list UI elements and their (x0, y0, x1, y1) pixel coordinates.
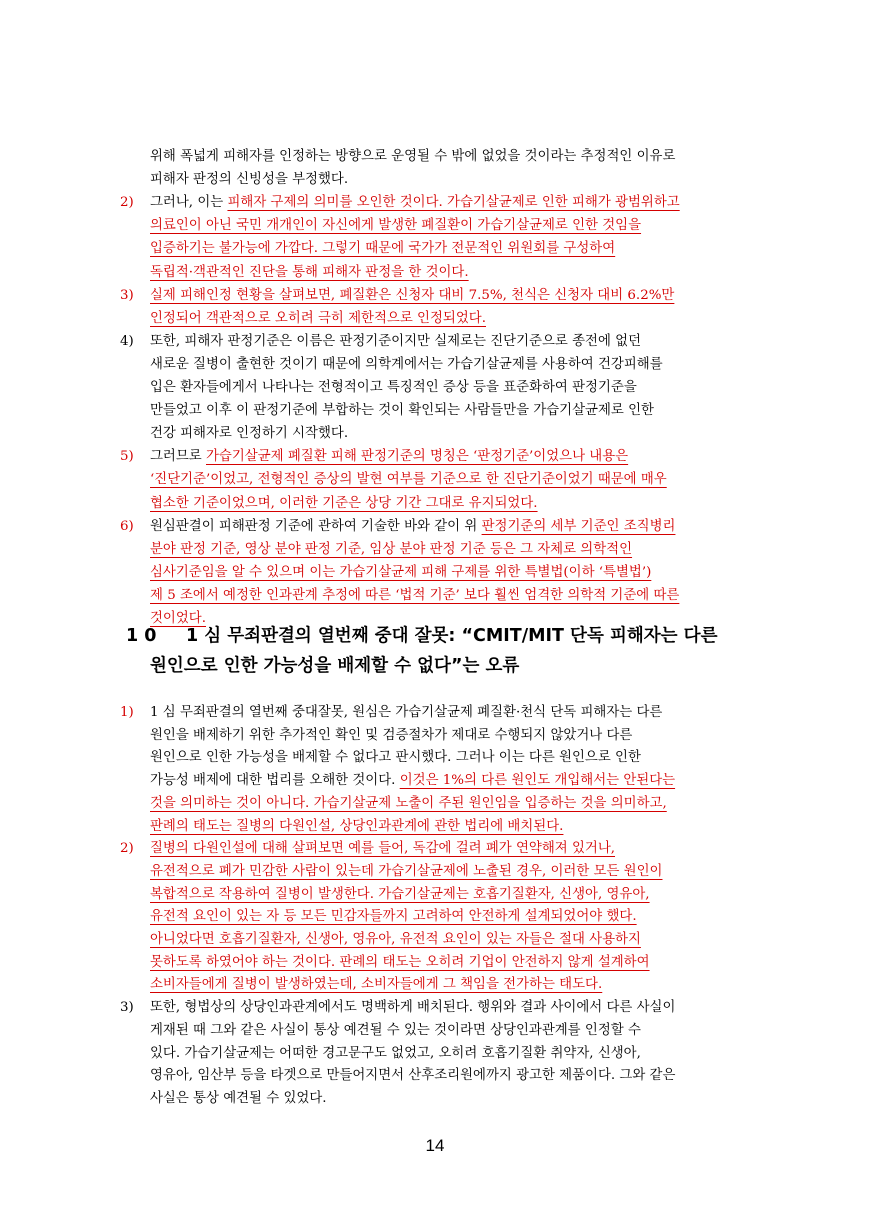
text-line (150, 242, 615, 255)
text-line (150, 797, 667, 810)
text-segment: 또한, 형법상의 상당인과관계에서도 명백하게 배치된다. 행위와 결과 사이에서 다른 사실이 (150, 1000, 676, 1016)
text-line (150, 312, 486, 325)
emphasized-text: 소비자들에게 질병이 발생하였는데, 소비자들에게 그 책임을 전가하는 태도다. (150, 977, 603, 993)
list-number: 1) (120, 705, 134, 720)
text-line (150, 473, 667, 486)
text-line (150, 706, 662, 719)
text-line (150, 450, 628, 463)
heading-number: 1 0 (126, 626, 157, 646)
emphasized-text: 실제 피해인정 현황을 살펴보면, 폐질환은 신청자 대비 7.5%, 천식은 신청자 대비 6.2%만 (150, 287, 675, 303)
text-segment: 입은 환자들에게서 나타나는 전형적이고 특징적인 증상 등을 표준화하여 판정기준을 (150, 380, 637, 395)
text-line (150, 589, 679, 602)
text-line (150, 978, 602, 991)
text-line (150, 520, 675, 533)
text-line (150, 888, 650, 901)
emphasized-text: 독립적·객관적인 진단을 통해 피해자 판정을 한 것이다. (150, 264, 469, 280)
emphasized-text: 못하도록 하였어야 하는 것이다. 판례의 태도는 오히려 기업이 안전하지 않게 설계하여 (150, 954, 650, 970)
text-line (150, 173, 348, 186)
list-number: 6) (120, 518, 134, 534)
emphasized-text: 피해자 구제의 의미를 오인한 것이다. 가습기살균제로 인한 피해가 광범위하고 (227, 195, 680, 211)
text-line (150, 289, 674, 302)
text-segment: 원심판결이 피해판정 기준에 관하여 기술한 바와 같이 위 (150, 518, 482, 534)
text-line (150, 150, 675, 163)
list-number: 5) (120, 449, 134, 465)
text-segment: 건강 피해자로 인정하기 시작했다. (150, 426, 349, 442)
text-segment: 피해자 판정의 신빙성을 부정했다. (150, 172, 349, 188)
text-line (150, 820, 563, 833)
text-line (150, 381, 637, 394)
text-line (150, 865, 663, 878)
emphasized-text: 복합적으로 작용하여 질병이 발생한다. 가습기살균제는 호흡기질환자, 신생아, 영유아, (150, 886, 650, 902)
text-line (150, 1092, 327, 1105)
emphasized-text: 판례의 태도는 질병의 다원인설, 상당인과관계에 관한 법리에 배치된다. (150, 818, 564, 834)
text-line (150, 933, 641, 946)
text-segment: 있다. 가습기살균제는 어떠한 경고문구도 없었고, 오히려 호흡기질환 취약자, 신생아, (150, 1045, 641, 1061)
heading-line-2: 원인으로 인한 가능성을 배제할 수 없다”는 오류 (150, 656, 520, 676)
text-segment: 1 심 무죄판결의 열번째 중대잘못, 원심은 가습기살균제 폐질환·천식 단독 피해자는 다른 (150, 705, 663, 720)
emphasized-text: 유전적 요인이 있는 자 등 모든 민감자들까지 고려하여 안전하게 설계되었어야 했다. (150, 909, 637, 925)
emphasized-text: ‘진단기준’이었고, 전형적인 증상의 발현 여부를 기준으로 한 진단기준이었기 때문에 매우 (150, 472, 667, 488)
text-line (150, 1047, 641, 1060)
page-number: 14 (425, 1136, 445, 1155)
text-segment: 사실은 통상 예견될 수 있었다. (150, 1090, 327, 1106)
text-line (150, 842, 615, 855)
text-line (150, 1069, 675, 1082)
emphasized-text: 제 5 조에서 예정한 인과관계 추정에 따른 ‘법적 기준’ 보다 훨씬 엄격한 의학적 기준에 따른 (150, 587, 680, 603)
text-segment: 새로운 질병이 출현한 것이기 때문에 의학계에서는 가습기살균제를 사용하여 건강피해를 (150, 356, 663, 372)
emphasized-text: 의료인이 아닌 국민 개개인이 자신에게 발생한 폐질환이 가습기살균제로 인한 것임을 (150, 218, 642, 234)
text-line (150, 358, 663, 371)
text-line (150, 497, 538, 510)
text-line (150, 774, 675, 787)
text-line (150, 335, 641, 348)
text-segment: 원인으로 인한 가능성을 배제할 수 없다고 판시했다. 그러나 이는 다른 원인으로 인한 (150, 750, 641, 766)
text-segment: 그러나, 이는 (150, 195, 228, 211)
text-line (150, 910, 637, 923)
emphasized-text: 이것은 1%의 다른 원인도 개입해서는 안된다는 (399, 773, 676, 789)
text-line (150, 751, 641, 764)
emphasized-text: 협소한 기준이었으며, 이러한 기준은 상당 기간 그대로 유지되었다. (150, 495, 538, 511)
text-line (150, 1024, 641, 1037)
emphasized-text: 입증하기는 불가능에 가깝다. 그렇기 때문에 국가가 전문적인 위원회를 구성하여 (150, 241, 616, 257)
list-number: 3) (120, 287, 134, 303)
emphasized-text: 것이었다. (150, 611, 206, 626)
emphasized-text: 유전적으로 폐가 민감한 사람이 있는데 가습기살균제에 노출된 경우, 이러한 모든 원인이 (150, 863, 663, 879)
list-number: 2) (120, 841, 134, 857)
text-line (150, 219, 641, 232)
text-line (150, 1001, 675, 1014)
text-line (150, 729, 632, 742)
text-line (150, 427, 348, 440)
text-segment: 게재된 때 그와 같은 사실이 통상 예견될 수 있는 것이라면 상당인과관계를 인정할 수 (150, 1022, 641, 1038)
emphasized-text: 심사기준임을 알 수 있으며 이는 가습기살균제 피해 구제를 위한 특별법(이하 ‘특별법’) (150, 564, 652, 580)
emphasized-text: 인정되어 객관적으로 오히려 극히 제한적으로 인정되었다. (150, 310, 486, 326)
text-segment: 또한, 피해자 판정기준은 이름은 판정기준이지만 실제로는 진단기준으로 종전에 없던 (150, 333, 642, 349)
text-segment: 영유아, 임산부 등을 타겟으로 만들어지면서 산후조리원에까지 광고한 제품이다. 그와 같은 (150, 1068, 676, 1084)
list-number: 4) (120, 333, 134, 349)
list-number: 2) (120, 195, 134, 211)
emphasized-text: 아니었다면 호흡기질환자, 신생아, 영유아, 유전적 요인이 있는 자들은 절대 사용하지 (150, 932, 641, 947)
text-line (150, 196, 680, 209)
text-segment: 원인을 배제하기 위한 추가적인 확인 및 검증절차가 제대로 수행되지 않았거나 다른 (150, 727, 633, 743)
emphasized-text: 판정기준의 세부 기준인 조직병리 (481, 518, 676, 534)
emphasized-text: 것을 의미하는 것이 아니다. 가습기살균제 노출이 주된 원인임을 입증하는 것을 의미하고, (150, 795, 667, 811)
emphasized-text: 질병의 다원인설에 대해 살펴보면 예를 들어, 독감에 걸려 폐가 연약해져 있거나, (150, 841, 616, 857)
text-line (150, 543, 632, 556)
text-segment: 가능성 배제에 대한 법리를 오해한 것이다. (150, 773, 400, 789)
text-segment: 만들었고 이후 이 판정기준에 부합하는 것이 확인되는 사람들만을 가습기살균제로 인한 (150, 403, 654, 419)
text-line (150, 566, 651, 579)
list-number: 3) (120, 1000, 134, 1016)
text-segment: 그러므로 (150, 449, 206, 465)
text-line (150, 266, 469, 279)
emphasized-text: 분야 판정 기준, 영상 분야 판정 기준, 임상 분야 판정 기준 등은 그 자체로 의학적인 (150, 541, 633, 557)
text-line (150, 404, 654, 417)
emphasized-text: 가습기살균제 폐질환 피해 판정기준의 명칭은 ‘판정기준’이었으나 내용은 (206, 449, 629, 465)
text-line (150, 956, 650, 969)
text-line (150, 612, 206, 625)
text-segment: 위해 폭넓게 피해자를 인정하는 방향으로 운영될 수 밖에 없었을 것이라는 추정적인 이유로 (150, 149, 676, 164)
heading-line-1: 1 심 무죄판결의 열번째 중대 잘못: “CMIT/MIT 단독 피해자는 다른 (186, 626, 718, 646)
